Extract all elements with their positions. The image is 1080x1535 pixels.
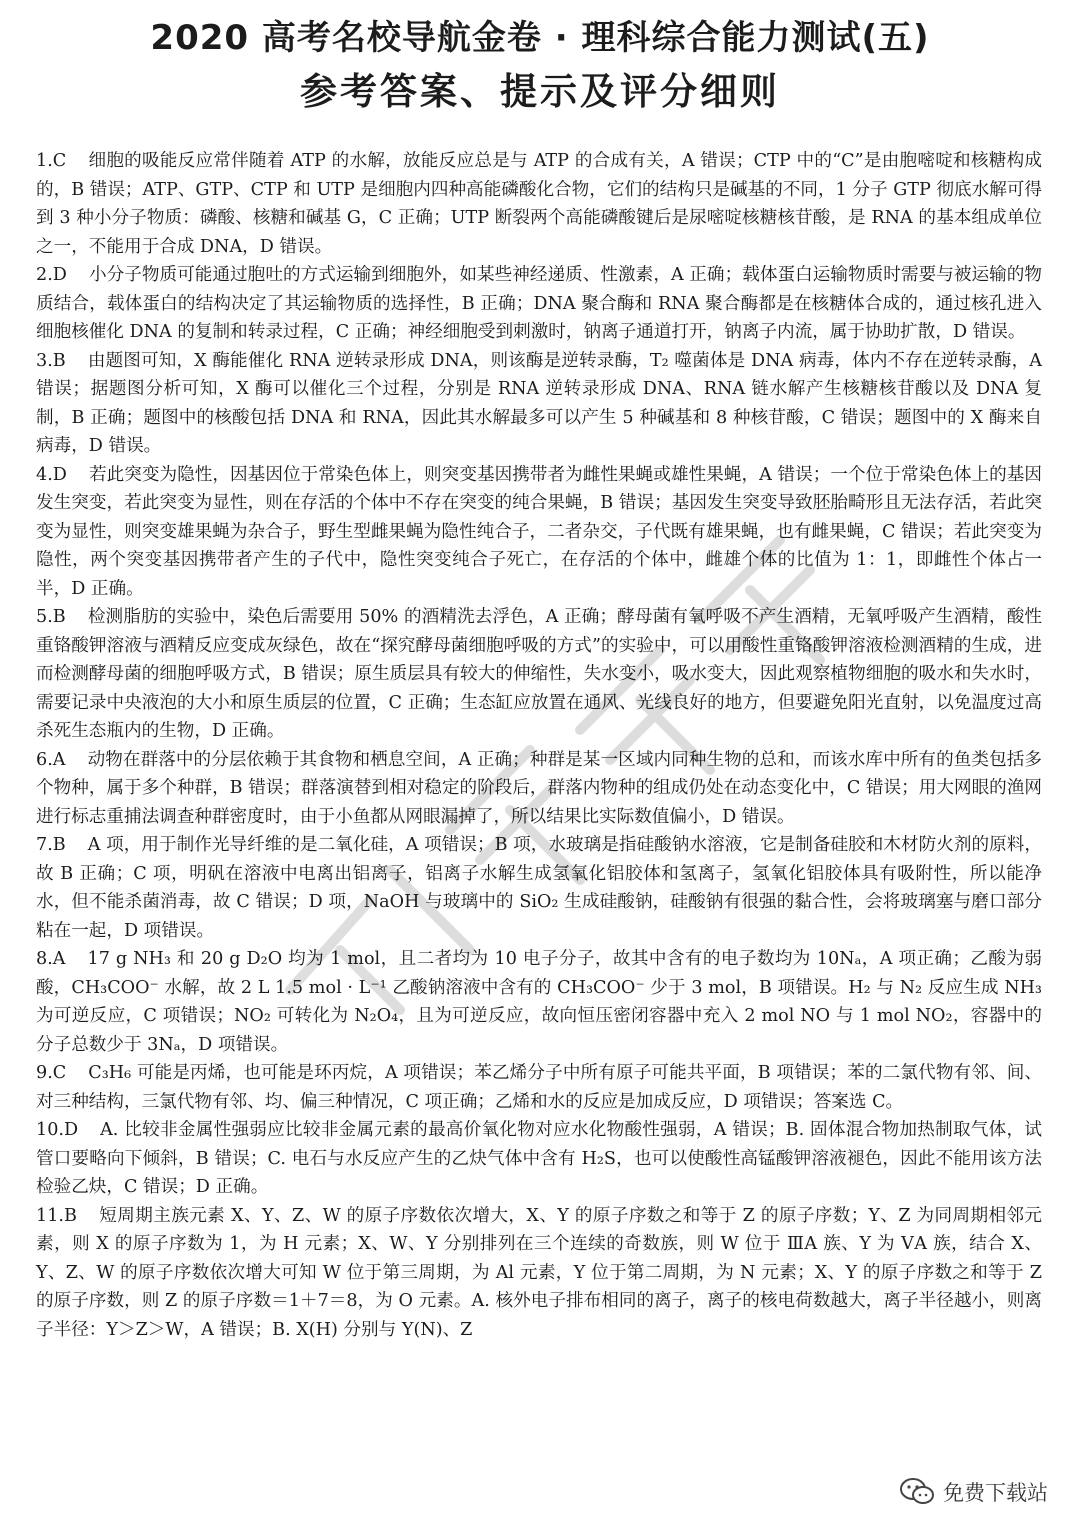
answer-number: 1. xyxy=(36,151,53,171)
answer-number: 7. xyxy=(36,835,53,855)
document-title: 2020 高考名校导航金卷 · 理科综合能力测试(五) xyxy=(150,18,930,58)
answer-item xyxy=(30,945,1042,1059)
answer-list xyxy=(30,147,1042,1344)
answer-explanation: 小分子物质可能通过胞吐的方式运输到细胞外，如某些神经递质、性激素，A 正确；载体蛋白运输物质时需要与被运输的物质结合，载体蛋白的结构决定了其运输物质的选择性，B 正确；DNA 聚合酶和 RNA 聚合酶都是在核糖体合成的，通过核孔进入细胞核催化 DNA 的复制和转录过程，C 正确；神经细胞受到刺激时，钠离子通道打开，钠离子内流，属于协助扩散，D 错误。 xyxy=(36,265,1042,342)
answer-choice: C xyxy=(52,1063,67,1083)
answer-choice: B xyxy=(63,1205,77,1226)
answer-explanation: 检测脂肪的实验中，染色后需要用 50% 的酒精洗去浮色，A 正确；酵母菌有氧呼吸不产生酒精，无氧呼吸产生酒精，酸性重铬酸钾溶液与酒精反应变成灰绿色，故在“探究酵母菌细胞呼吸的方式”的实验中，可以用酸性重铬酸钾溶液检测酒精的生成，进而检测酵母菌的细胞呼吸方式，B 错误；原生质层具有较大的伸缩性，失水变小，吸水变大，因此观察植物细胞的吸水和失水时，需要记录中央液泡的大小和原生质层的位置，C 正确；生态缸应放置在通风、光线良好的地方，但要避免阳光直射，以免温度过高杀死生态瓶内的生物，D 正确。 xyxy=(36,607,1042,741)
answer-choice: A xyxy=(52,949,66,969)
answer-explanation: 17 g NH₃ 和 20 g D₂O 均为 1 mol，且二者均为 10 电子分子，故其中含有的电子数均为 10Nₐ，A 项正确；乙酸为弱酸，CH₃COO⁻ 水解，故 2 L 1.5 mol · L⁻¹ 乙酸钠溶液中含有的 CH₃COO⁻ 少于 3 mol，B 项错误。H₂ 与 N₂ 反应生成 NH₃ 为可逆反应，C 项错误；NO₂ 可转化为 N₂O₄，且为可逆反应，故向恒压密闭容器中充入 2 mol NO 与 1 mol NO₂，容器中的分子总数少于 3Nₐ，D 项错误。 xyxy=(36,949,1042,1055)
answer-item xyxy=(30,347,1042,461)
answer-number: 9. xyxy=(36,1063,53,1083)
answer-number: 2. xyxy=(36,265,53,285)
answer-explanation: A 项，用于制作光导纤维的是二氧化硅，A 项错误；B 项，水玻璃是指硅酸钠水溶液，它是制备硅胶和木材防火剂的原料，故 B 正确；C 项，明矾在溶液中电离出铝离子，铝离子水解生成氢氧化铝胶体和氢离子，氢氧化铝胶体具有吸附性，所以能净水，但不能杀菌消毒，故 C 错误；D 项，NaOH 与玻璃中的 SiO₂ 生成硅酸钠，硅酸钠有很强的黏合性，会将玻璃塞与磨口部分粘在一起，D 项错误。 xyxy=(36,835,1042,941)
answer-explanation: A. 比较非金属性强弱应比较非金属元素的最高价氧化物对应水化物酸性强弱，A 错误；B. 固体混合物加热制取气体，试管口要略向下倾斜，B 错误；C. 电石与水反应产生的乙炔气体中含有 H₂S，也可以使酸性高锰酸钾溶液褪色，因此不能用该方法检验乙炔，C 错误；D 正确。 xyxy=(36,1120,1042,1197)
answer-item xyxy=(30,1202,1042,1345)
answer-explanation: 细胞的吸能反应常伴随着 ATP 的水解，放能反应总是与 ATP 的合成有关，A 错误；CTP 中的“C”是由胞嘧啶和核糖构成的，B 错误；ATP、GTP、CTP 和 UTP 是细胞内四种高能磷酸化合物，它们的结构只是碱基的不同，1 分子 GTP 彻底水解可得到 3 种小分子物质：磷酸、核糖和碱基 G，C 正确；UTP 断裂两个高能磷酸键后是尿嘧啶核糖核苷酸，是 RNA 的基本组成单位之一，不能用于合成 DNA，D 错误。 xyxy=(36,151,1042,257)
answer-number: 8. xyxy=(36,949,53,969)
answer-item xyxy=(30,147,1042,261)
answer-explanation: C₃H₆ 可能是丙烯，也可能是环丙烷，A 项错误；苯乙烯分子中所有原子可能共平面，B 项错误；苯的二氯代物有邻、间、对三种结构，三氯代物有邻、均、偏三种情况，C 项正确；乙烯和水的反应是加成反应，D 项错误；答案选 C。 xyxy=(36,1063,1042,1112)
answer-item xyxy=(30,261,1042,347)
answer-number: 4. xyxy=(36,464,53,485)
answer-choice: B xyxy=(52,607,66,627)
answer-choice: B xyxy=(52,835,66,855)
answer-explanation: 由题图可知，X 酶能催化 RNA 逆转录形成 DNA，则该酶是逆转录酶，T₂ 噬菌体是 DNA 病毒，体内不存在逆转录酶，A 错误；据题图分析可知，X 酶可以催化三个过程，分别是 RNA 逆转录形成 DNA、RNA 链水解产生核糖核苷酸以及 DNA 复制，B 正确；题图中的核酸包括 DNA 和 RNA，因此其水解最多可以产生 5 种碱基和 8 种核苷酸，C 错误；题图中的 X 酶来自病毒，D 错误。 xyxy=(36,350,1042,456)
answer-choice: D xyxy=(52,464,67,485)
answer-item xyxy=(30,461,1042,604)
wechat-icon xyxy=(899,1477,935,1507)
answer-choice: A xyxy=(52,749,66,770)
answer-explanation: 若此突变为隐性，因基因位于常染色体上，则突变基因携带者为雌性果蝇或雄性果蝇，A 错误；一个位于常染色体上的基因发生突变，若此突变为显性，则在存活的个体中不存在突变的纯合果蝇，B 错误；基因发生突变导致胚胎畸形且无法存活，若此突变为显性，则突变雄果蝇为杂合子，野生型雌果蝇为隐性纯合子，二者杂交，子代既有雄果蝇，也有雌果蝇，C 错误；若此突变为隐性，两个突变基因携带者产生的子代中，隐性突变纯合子死亡，在存活的个体中，雌雄个体的比值为 1：1，即雌性个体占一半，D 正确。 xyxy=(36,464,1042,599)
answer-number: 11. xyxy=(36,1205,64,1226)
document-subtitle: 参考答案、提示及评分细则 xyxy=(300,70,780,113)
answer-explanation: 短周期主族元素 X、Y、Z、W 的原子序数依次增大，X、Y 的原子序数之和等于 Z 的原子序数；Y、Z 为同周期相邻元素，则 X 的原子序数为 1，为 H 元素；X、W、Y 分别排列在三个连续的奇数族，则 W 位于 ⅢA 族、Y 为 ⅤA 族，结合 X、Y、Z、W 的原子序数依次增大可知 W 位于第三周期，为 Al 元素，Y 位于第二周期，为 N 元素；X、Y 的原子序数之和等于 Z 的原子序数，则 Z 的原子序数＝1＋7＝8，为 O 元素。A. 核外电子排布相同的离子，离子的核电荷数越大，离子半径越小，则离子半径：Y＞Z＞W，A 错误；B. X(H) 分别与 Y(N)、Z xyxy=(36,1205,1042,1340)
answer-choice: B xyxy=(52,350,66,371)
answer-number: 5. xyxy=(36,607,53,627)
source-badge-label: 免费下载站 xyxy=(943,1481,1048,1505)
answer-item xyxy=(30,746,1042,832)
answer-number: 6. xyxy=(36,749,53,770)
answer-choice: D xyxy=(63,1120,79,1140)
answer-item xyxy=(30,603,1042,746)
answer-choice: C xyxy=(52,151,67,171)
answer-choice: D xyxy=(52,265,67,285)
answer-number: 3. xyxy=(36,350,53,371)
answer-item xyxy=(30,1116,1042,1202)
source-badge xyxy=(899,1477,1048,1507)
answer-item xyxy=(30,1059,1042,1116)
answer-number: 10. xyxy=(36,1120,64,1140)
answer-explanation: 动物在群落中的分层依赖于其食物和栖息空间，A 正确；种群是某一区域内同种生物的总和，而该水库中所有的鱼类包括多个物种，属于多个种群，B 错误；群落演替到相对稳定的阶段后，群落内物种的组成仍处在动态变化中，C 错误；用大网眼的渔网进行标志重捕法调查种群密度时，由于小鱼都从网眼漏掉了，所以结果比实际数值偏小，D 错误。 xyxy=(36,749,1042,827)
document-header xyxy=(0,14,1080,120)
answer-item xyxy=(30,831,1042,945)
